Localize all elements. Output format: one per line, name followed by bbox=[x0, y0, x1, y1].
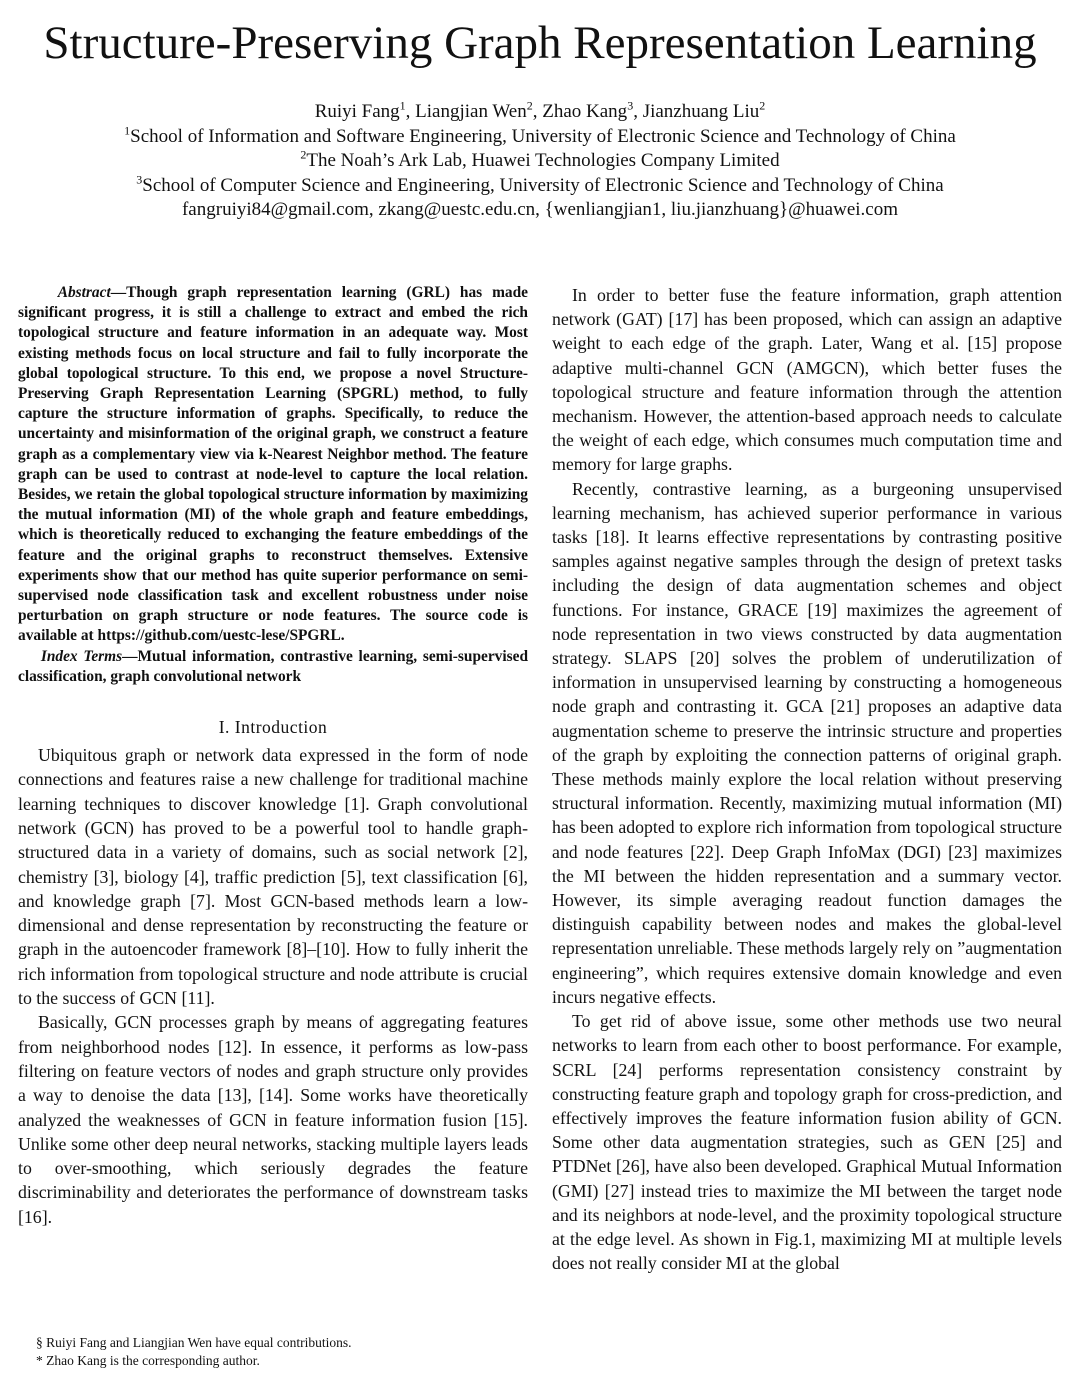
abstract-text: Though graph representation learning (GRL) has made significant progress, it is still a challenge to extract and embed the rich topological structure and feature information in an adequate way. Most existing methods focus on local structure and fail to fully incorporate the global topological structure. To this end, we propose a novel Structure-Preserving Graph Representation Learning (SPGRL) method, to fully capture the structure information of graphs. Specifically, to reduce the uncertainty and misinformation of the original graph, we construct a feature graph as a complementary view via k-Nearest Neighbor method. The feature graph can be used to contrast at node-level to capture the local relation. Besides, we retain the global topological structure information by maximizing the mutual information (MI) of the whole graph and feature embeddings, which is theoretically reduced to exchanging the feature embeddings of the feature and the original graphs to reconstruct themselves. Extensive experiments show that our method has quite superior performance on semi-supervised node classification task and excellent robustness under noise perturbation on graph structure or node features. The source code is available at https://github.com/uestc-lese/SPGRL. bbox=[18, 284, 528, 645]
index-terms-text: Mutual information, contrastive learning, semi-supervised classification, graph convolutional network bbox=[18, 647, 529, 685]
author-names bbox=[0, 100, 1080, 125]
affiliation-text: School of Computer Science and Engineering, University of Electronic Science and Technology of China bbox=[142, 174, 944, 196]
footnote-equal-contribution: § Ruiyi Fang and Liangjian Wen have equal contributions. bbox=[36, 1335, 352, 1350]
affiliation-3 bbox=[0, 174, 1080, 199]
author-sep: , bbox=[532, 101, 543, 122]
author-name: Ruiyi Fang bbox=[314, 101, 400, 122]
left-column bbox=[18, 283, 528, 1229]
affiliation-text: School of Information and Software Engineering, University of Electronic Science and Technology of China bbox=[130, 125, 956, 147]
author-sup: 3 bbox=[627, 98, 634, 113]
intro-paragraph-1: Ubiquitous graph or network data expressed in the form of node connections and features raise a new challenge for traditional machine learning techniques to discover knowledge [1]. Graph convolutional network (GCN) has proved to be a powerful tool to handle graph-structured data in a variety of domains, such as social network [2], chemistry [3], biology [4], traffic prediction [5], text classification [6], and knowledge graph [7]. Most GCN-based methods learn a low-dimensional and dense representation by reconstructing the feature or graph in the autoencoder framework [8]–[10]. How to fully inherit the rich information from topological structure and node attribute is crucial to the success of GCN [11]. bbox=[18, 745, 528, 1009]
right-paragraph-3: To get rid of above issue, some other methods use two neural networks to learn from each other to boost performance. For example, SCRL [24] performs representation consistency constraint by constructing feature graph and topology graph for cross-prediction, and effectively improves the feature information fusion ability of GCN. Some other data augmentation strategies, such as GEN [25] and PTDNet [26], have also been developed. Graphical Mutual Information (GMI) [27] instead tries to maximize the MI between the target node and its neighbors at node-level, and the proximity topological structure at the edge level. As shown in Fig.1, maximizing MI at multiple levels does not really consider MI at the global bbox=[552, 1011, 1062, 1274]
index-terms-label: Index Terms bbox=[40, 647, 123, 665]
section-heading: I. Introduction bbox=[218, 717, 328, 738]
author-sup: 1 bbox=[399, 98, 406, 113]
author-emails: fangruiyi84@gmail.com, zkang@uestc.edu.cn, {wenliangjian1, liu.jianzhuang}@huawei.com bbox=[181, 199, 898, 220]
footnote-corresponding-author: * Zhao Kang is the corresponding author. bbox=[36, 1352, 260, 1368]
author-name: Jianzhuang Liu bbox=[642, 101, 760, 122]
author-name: Liangjian Wen bbox=[415, 101, 527, 122]
right-paragraph-2: Recently, contrastive learning, as a burgeoning unsupervised learning mechanism, has achieved superior performance in various tasks [18]. It learns effective representations by contrasting positive samples against negative samples through the design of pretext tasks including the design of data augmentation schemes and object functions. For instance, GRACE [19] maximizes the agreement of node representation in two views constructed by data augmentation strategy. SLAPS [20] solves the problem of underutilization of information in unsupervised learning by constructing a homogeneous node graph and contrasting it. GCA [21] proposes an adaptive data augmentation scheme to preserve the intrinsic structure and properties of the graph by exploiting the connection patterns of original graph. These methods mainly explore the local relation without preserving structural information. Recently, maximizing mutual information (MI) has been adopted to explore rich information from topological structure and node features [22]. Deep Graph InfoMax (DGI) [23] maximizes the MI between the hidden representation and a summary vector. However, its simple averaging readout function damages the distinguish capability between nodes and makes the global-level representation unreliable. These methods largely rely on ”augmentation engineering”, which requires extensive domain knowledge and even incurs negative effects. bbox=[552, 478, 1062, 1007]
right-column bbox=[552, 283, 1062, 1275]
abstract bbox=[18, 283, 528, 647]
affiliation-sup: 2 bbox=[300, 147, 307, 162]
index-terms-dash: — bbox=[122, 647, 138, 665]
affiliation-text: The Noah’s Ark Lab, Huawei Technologies Company Limited bbox=[306, 150, 780, 171]
abstract-dash: — bbox=[110, 284, 127, 301]
intro-paragraph-2: Basically, GCN processes graph by means of aggregating features from neighborhood nodes [12]. In essence, it performs as low-pass filtering on feature vectors of nodes and graph structure only provides a way to denoise the data [13], [14]. Some works have theoretically analyzed the weaknesses of GCN in feature information fusion [15]. Unlike some other deep neural networks, stacking multiple layers leads to over-smoothing, which seriously degrades the feature discriminability and deteriorates the performance of downstream tasks [16]. bbox=[18, 1012, 528, 1227]
author-name: Zhao Kang bbox=[542, 101, 628, 122]
right-paragraph-1: In order to better fuse the feature information, graph attention network (GAT) [17] has been proposed, which can assign an adaptive weight to each edge of the graph. Later, Wang et al. [15] propose adaptive multi-channel GCN (AMGCN), which better fuses the topological structure and feature information through the attention mechanism. However, the attention-based approach needs to calculate the weight of each edge, which consumes much computation time and memory for large graphs. bbox=[552, 285, 1062, 475]
author-sup: 2 bbox=[526, 98, 533, 113]
affiliation-sup: 1 bbox=[124, 123, 131, 138]
author-sep: , bbox=[405, 101, 416, 122]
index-terms bbox=[18, 647, 528, 687]
paper-title: Structure-Preserving Graph Representation Learning bbox=[43, 17, 1037, 69]
author-sup: 2 bbox=[759, 98, 766, 113]
footnotes bbox=[18, 1334, 528, 1369]
affiliation-2 bbox=[0, 149, 1080, 174]
author-block bbox=[0, 100, 1080, 223]
affiliation-sup: 3 bbox=[136, 172, 143, 187]
author-sep: , bbox=[633, 101, 643, 122]
affiliation-1 bbox=[0, 125, 1080, 150]
abstract-label: Abstract bbox=[57, 284, 111, 301]
